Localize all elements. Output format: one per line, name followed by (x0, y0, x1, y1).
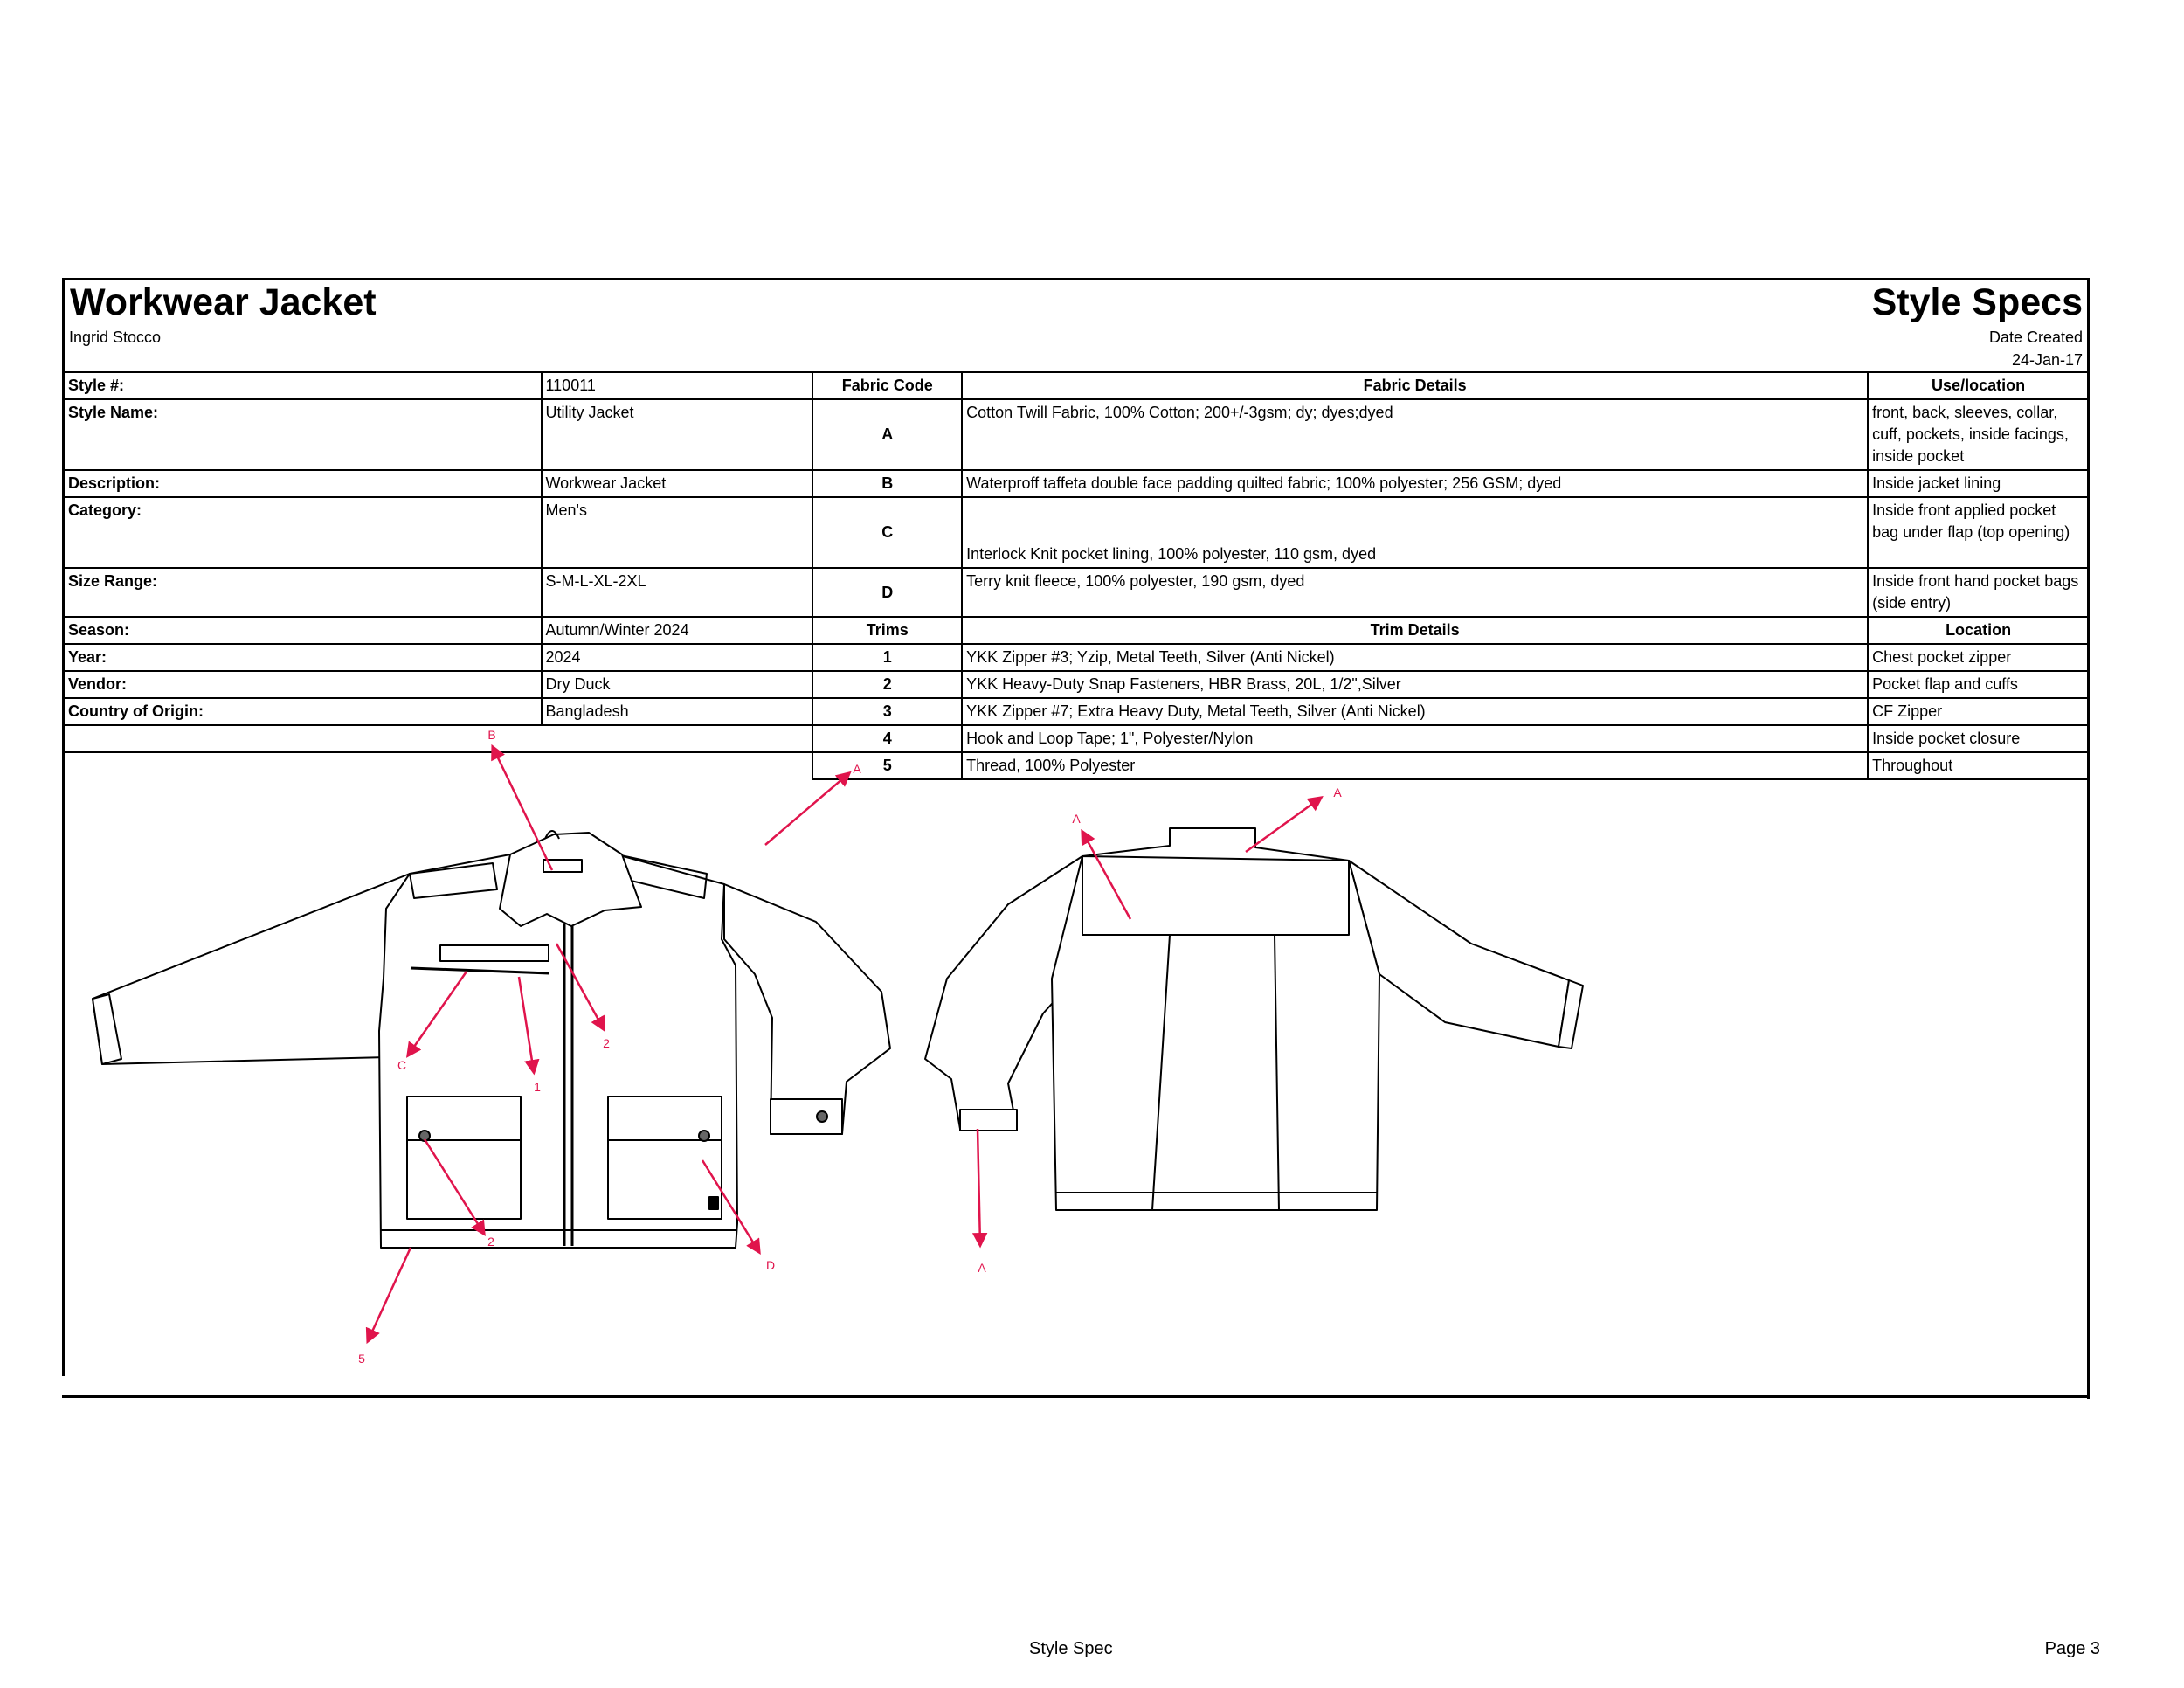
fabric-code-header: Fabric Code (812, 372, 962, 399)
style-name-value: Utility Jacket (542, 399, 813, 470)
fabric-details-c: Interlock Knit pocket lining, 100% polyester, 110 gsm, dyed (962, 497, 1868, 568)
table-row (64, 698, 2089, 725)
callout-label: C (397, 1058, 407, 1072)
fabric-use-c: Inside front applied pocket bag under flap (top opening) (1868, 497, 2089, 568)
trim-location-5: Throughout (1868, 752, 2089, 779)
back-jacket-flat (925, 828, 1583, 1210)
callout-label: A (1333, 785, 1342, 799)
table-row (64, 671, 2089, 698)
front-jacket-flat (93, 831, 890, 1248)
back-right-sleeve (1349, 861, 1569, 1047)
country-value: Bangladesh (542, 698, 813, 725)
table-row (64, 725, 2089, 752)
chest-pocket (440, 945, 549, 961)
season-label: Season: (64, 617, 542, 644)
fabric-details-b: Waterproff taffeta double face padding quilted fabric; 100% polyester; 256 GSM; dyed (962, 470, 1868, 497)
trim-location-1: Chest pocket zipper (1868, 644, 2089, 671)
callout-label: 1 (534, 1080, 541, 1094)
callout-label: 5 (358, 1352, 365, 1366)
category-label: Category: (64, 497, 542, 568)
fabric-code-b: B (812, 470, 962, 497)
table-row (64, 372, 2089, 399)
fabric-code-a: A (812, 399, 962, 470)
callout-label: B (487, 728, 496, 742)
front-right-cuff (771, 1099, 842, 1134)
doc-type-title: Style Specs (1871, 281, 2083, 323)
trim-details-header: Trim Details (962, 617, 1868, 644)
designer-name: Ingrid Stocco (69, 329, 162, 346)
date-created-value: 24-Jan-17 (2011, 351, 2083, 369)
trim-code-3: 3 (812, 698, 962, 725)
trims-header: Trims (812, 617, 962, 644)
callout-label: A (1072, 812, 1081, 826)
trim-location-4: Inside pocket closure (1868, 725, 2089, 752)
trim-details-4: Hook and Loop Tape; 1", Polyester/Nylon (962, 725, 1868, 752)
fabric-use-b: Inside jacket lining (1868, 470, 2089, 497)
front-right-sleeve (724, 884, 890, 1134)
callout-label: 2 (603, 1036, 610, 1050)
blank-cell (64, 725, 812, 752)
style-name-label: Style Name: (64, 399, 542, 470)
vendor-label: Vendor: (64, 671, 542, 698)
year-value: 2024 (542, 644, 813, 671)
callout-label: A (978, 1261, 986, 1275)
fabric-use-d: Inside front hand pocket bags (side entry) (1868, 568, 2089, 617)
description-value: Workwear Jacket (542, 470, 813, 497)
fabric-details-a: Cotton Twill Fabric, 100% Cotton; 200+/-3gsm; dy; dyes;dyed (962, 399, 1868, 470)
back-left-cuff (960, 1110, 1017, 1131)
callout-label: D (765, 1258, 776, 1272)
trim-code-2: 2 (812, 671, 962, 698)
document-title: Workwear Jacket (70, 281, 377, 323)
trim-code-5: 5 (812, 752, 962, 779)
size-range-label: Size Range: (64, 568, 542, 617)
table-row (64, 470, 2089, 497)
vendor-value: Dry Duck (542, 671, 813, 698)
sheet-bottom-border (62, 1395, 2090, 1398)
trim-location-2: Pocket flap and cuffs (1868, 671, 2089, 698)
trim-details-1: YKK Zipper #3; Yzip, Metal Teeth, Silver (Anti Nickel) (962, 644, 1868, 671)
footer-title: Style Spec (1029, 1639, 1113, 1658)
trim-details-5: Thread, 100% Polyester (962, 752, 1868, 779)
fabric-code-c: C (812, 497, 962, 568)
size-range-value: S-M-L-XL-2XL (542, 568, 813, 617)
trim-location-3: CF Zipper (1868, 698, 2089, 725)
fabric-details-d: Terry knit fleece, 100% polyester, 190 gsm, dyed (962, 568, 1868, 617)
location-header: Location (1868, 617, 2089, 644)
callout-label: A (853, 762, 861, 776)
fabric-use-a: front, back, sleeves, collar, cuff, pockets, inside facings, inside pocket (1868, 399, 2089, 470)
country-label: Country of Origin: (64, 698, 542, 725)
page-number: Page 3 (2044, 1639, 2100, 1658)
description-label: Description: (64, 470, 542, 497)
use-location-header: Use/location (1868, 372, 2089, 399)
spec-table (63, 371, 2090, 780)
back-yoke (1082, 856, 1349, 935)
trim-code-1: 1 (812, 644, 962, 671)
callout-label: 2 (487, 1235, 494, 1249)
season-value: Autumn/Winter 2024 (542, 617, 813, 644)
front-left-sleeve (93, 874, 410, 1064)
trim-code-4: 4 (812, 725, 962, 752)
table-row (64, 497, 2089, 568)
style-label: Style #: (64, 372, 542, 399)
date-created-label: Date Created (1988, 329, 2083, 346)
fabric-details-header: Fabric Details (962, 372, 1868, 399)
year-label: Year: (64, 644, 542, 671)
table-row (64, 617, 2089, 644)
category-value: Men's (542, 497, 813, 568)
trim-details-2: YKK Heavy-Duty Snap Fasteners, HBR Brass, 20L, 1/2",Silver (962, 671, 1868, 698)
fabric-code-d: D (812, 568, 962, 617)
trim-details-3: YKK Zipper #7; Extra Heavy Duty, Metal Teeth, Silver (Anti Nickel) (962, 698, 1868, 725)
table-row (64, 399, 2089, 470)
table-row (64, 644, 2089, 671)
style-value: 110011 (542, 372, 813, 399)
table-row (64, 568, 2089, 617)
